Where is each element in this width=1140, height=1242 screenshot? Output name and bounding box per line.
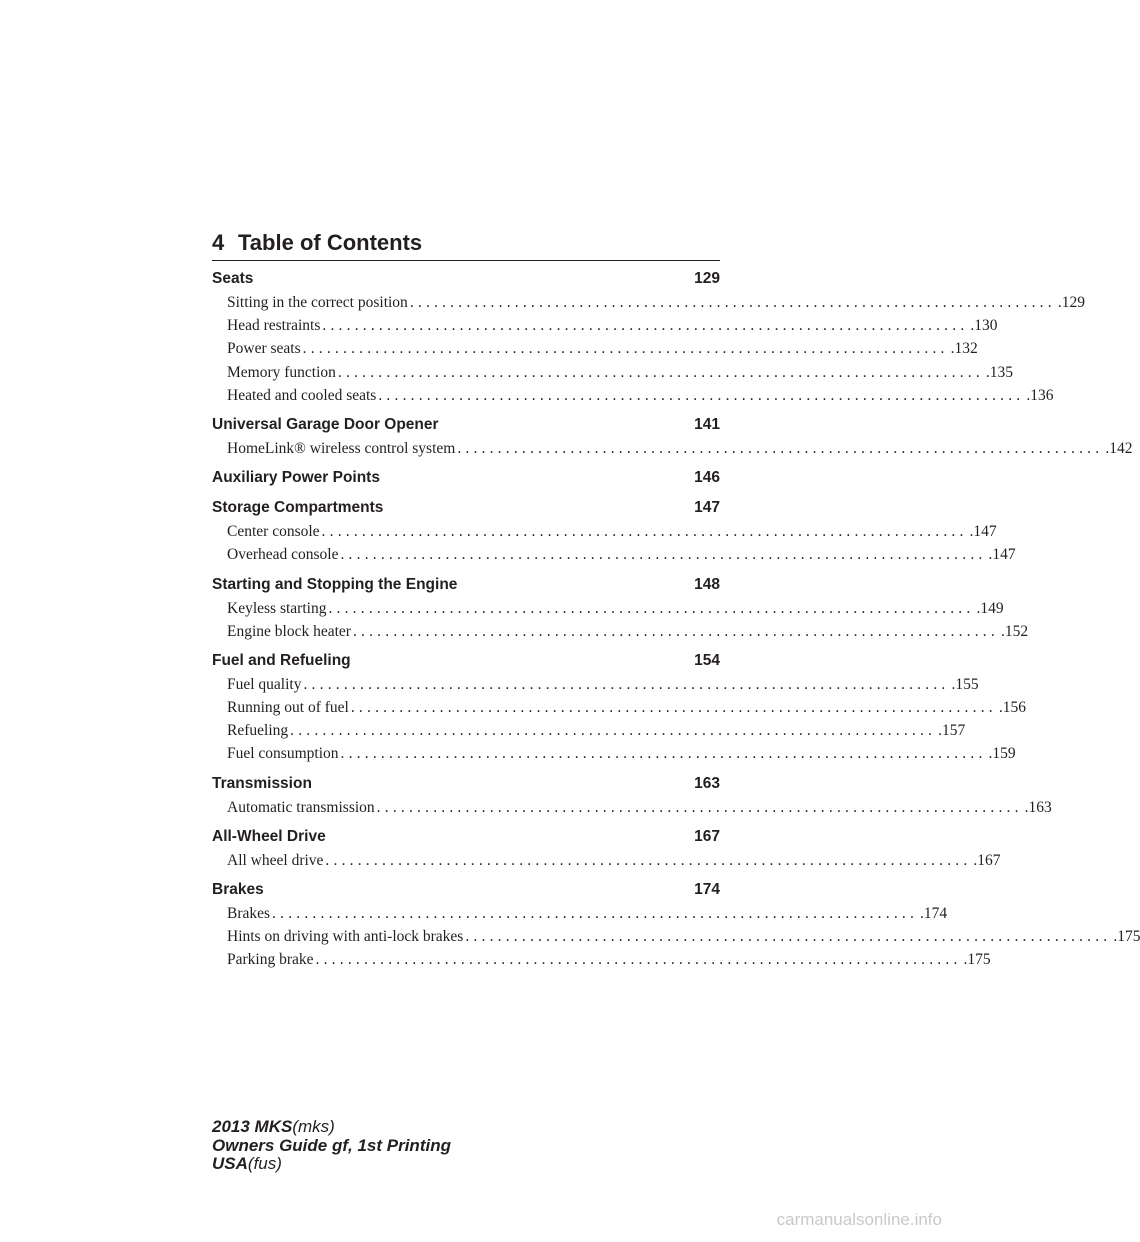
toc-entry[interactable] — [227, 361, 1014, 384]
section-title: Storage Compartments — [212, 499, 384, 517]
footer-region-line — [212, 1155, 451, 1174]
entry-label: Center console — [227, 523, 320, 541]
entry-label: Overhead console — [227, 546, 339, 564]
entry-page: .142 — [1105, 439, 1133, 457]
dot-leader: ................................................................................ — [302, 340, 949, 358]
toc-entry[interactable] — [227, 696, 1026, 719]
section-page: 146 — [694, 469, 720, 487]
section-title: All-Wheel Drive — [212, 827, 326, 845]
entry-label: Hints on driving with anti-lock brakes — [227, 928, 464, 946]
toc-entry[interactable] — [227, 948, 991, 971]
dot-leader: ................................................................................ — [325, 851, 972, 869]
section-title: Seats — [212, 270, 254, 287]
dot-leader: ................................................................................ — [457, 439, 1104, 457]
section-page: 141 — [694, 415, 720, 433]
footer-guide: Owners Guide gf, 1st Printing — [212, 1135, 451, 1155]
section-heading[interactable] — [212, 878, 720, 902]
entry-page: .132 — [950, 340, 978, 358]
table-of-contents — [212, 267, 1140, 978]
toc-section — [212, 496, 1016, 566]
dot-leader: ................................................................................ — [290, 722, 937, 740]
entry-label: Sitting in the correct position — [227, 294, 408, 311]
entry-label: Brakes — [227, 905, 271, 922]
footer-region: USA — [212, 1154, 248, 1173]
entry-label: Refueling — [227, 722, 289, 740]
toc-section — [212, 573, 1029, 643]
section-page: 148 — [694, 575, 720, 593]
dot-leader: ................................................................................ — [315, 951, 962, 969]
section-title: Universal Garage Door Opener — [212, 415, 439, 433]
entry-page: .129 — [1057, 294, 1085, 311]
entry-label: Running out of fuel — [227, 699, 349, 717]
footer-model-code: (mks) — [292, 1117, 335, 1136]
toc-entry[interactable] — [227, 719, 966, 742]
entry-label: Heated and cooled seats — [227, 386, 377, 404]
toc-entry[interactable] — [227, 620, 1029, 643]
entry-label: Keyless starting — [227, 599, 327, 617]
toc-entry[interactable] — [227, 384, 1054, 407]
toc-entry[interactable] — [227, 742, 1016, 765]
section-page: 129 — [694, 270, 720, 287]
dot-leader: ................................................................................ — [378, 386, 1025, 404]
entry-label: Engine block heater — [227, 622, 351, 640]
toc-section — [212, 649, 1026, 766]
entry-page: .152 — [1000, 622, 1029, 640]
section-heading[interactable] — [212, 649, 720, 673]
entry-page: .155 — [951, 675, 979, 693]
toc-section — [212, 772, 1052, 819]
section-heading[interactable] — [212, 573, 720, 597]
section-title: Starting and Stopping the Engine — [212, 575, 458, 593]
toc-entry[interactable] — [227, 314, 998, 337]
section-page: 147 — [694, 499, 720, 517]
section-heading[interactable] — [212, 496, 720, 520]
section-title: Auxiliary Power Points — [212, 469, 380, 487]
dot-leader: ................................................................................ — [322, 317, 969, 335]
entry-label: Automatic transmission — [227, 798, 375, 816]
entry-page: .175 — [963, 951, 991, 969]
toc-section — [212, 413, 1133, 460]
toc-section — [212, 466, 720, 490]
toc-entry[interactable] — [227, 902, 948, 925]
entry-label: Parking brake — [227, 951, 314, 969]
entry-page: .157 — [938, 722, 966, 740]
entry-label: Fuel consumption — [227, 745, 339, 763]
entry-page: .159 — [988, 745, 1016, 763]
toc-entry[interactable] — [227, 925, 1140, 948]
dot-leader: ................................................................................ — [328, 599, 975, 617]
toc-entry[interactable] — [227, 849, 1001, 872]
entry-label: Power seats — [227, 340, 301, 358]
section-heading[interactable] — [212, 267, 720, 291]
section-heading[interactable] — [212, 466, 720, 490]
page-title: Table of Contents — [238, 230, 423, 255]
toc-entry[interactable] — [227, 520, 997, 543]
dot-leader: ................................................................................ — [340, 546, 987, 564]
page-header — [212, 228, 720, 261]
entry-page: .136 — [1026, 386, 1054, 404]
entry-page: .163 — [1024, 798, 1052, 816]
entry-label: All wheel drive — [227, 851, 324, 869]
dot-leader: ................................................................................ — [337, 363, 984, 381]
watermark: carmanualsonline.info — [776, 1210, 942, 1229]
toc-entry[interactable] — [227, 543, 1016, 566]
page-number: 4 — [212, 230, 225, 255]
dot-leader: ................................................................................ — [409, 294, 1056, 311]
toc-section — [212, 825, 1001, 872]
entry-label: Memory function — [227, 363, 336, 381]
dot-leader: ................................................................................ — [350, 699, 997, 717]
footer-region-code: (fus) — [247, 1154, 282, 1173]
section-page: 154 — [694, 651, 720, 669]
section-title: Fuel and Refueling — [212, 651, 351, 669]
dot-leader: ................................................................................ — [321, 523, 968, 541]
toc-entry[interactable] — [227, 796, 1052, 819]
dot-leader: ................................................................................ — [465, 928, 1112, 946]
entry-label: Fuel quality — [227, 675, 302, 693]
footer — [212, 1118, 451, 1174]
entry-page: .147 — [969, 523, 997, 541]
section-heading[interactable] — [212, 413, 720, 437]
entry-page: .147 — [988, 546, 1016, 564]
toc-section — [212, 878, 1140, 972]
section-heading[interactable] — [212, 825, 720, 849]
section-title: Brakes — [212, 881, 264, 898]
entry-label: HomeLink® wireless control system — [227, 439, 456, 457]
toc-entry[interactable] — [227, 597, 1004, 620]
footer-model-line — [212, 1118, 451, 1137]
toc-entry[interactable] — [227, 291, 1085, 314]
dot-leader: ................................................................................ — [340, 745, 987, 763]
entry-page: .149 — [976, 599, 1004, 617]
section-page: 174 — [694, 881, 720, 898]
entry-page: .167 — [973, 851, 1001, 869]
entry-page: .174 — [920, 905, 948, 922]
toc-entry[interactable] — [227, 437, 1133, 460]
dot-leader: ................................................................................ — [272, 905, 919, 922]
entry-page: .156 — [998, 699, 1026, 717]
section-heading[interactable] — [212, 772, 720, 796]
entry-label: Head restraints — [227, 317, 321, 335]
toc-entry[interactable] — [227, 673, 979, 696]
entry-page: .175 — [1113, 928, 1140, 946]
section-title: Transmission — [212, 774, 312, 792]
toc-entry[interactable] — [227, 337, 978, 360]
entry-page: .130 — [970, 317, 998, 335]
dot-leader: ................................................................................ — [352, 622, 999, 640]
dot-leader: ................................................................................ — [303, 675, 950, 693]
toc-section — [212, 267, 1085, 407]
entry-page: .135 — [985, 363, 1014, 381]
section-page: 167 — [694, 827, 720, 845]
footer-model: 2013 MKS — [212, 1117, 293, 1136]
section-page: 163 — [694, 774, 720, 792]
dot-leader: ................................................................................ — [376, 798, 1023, 816]
